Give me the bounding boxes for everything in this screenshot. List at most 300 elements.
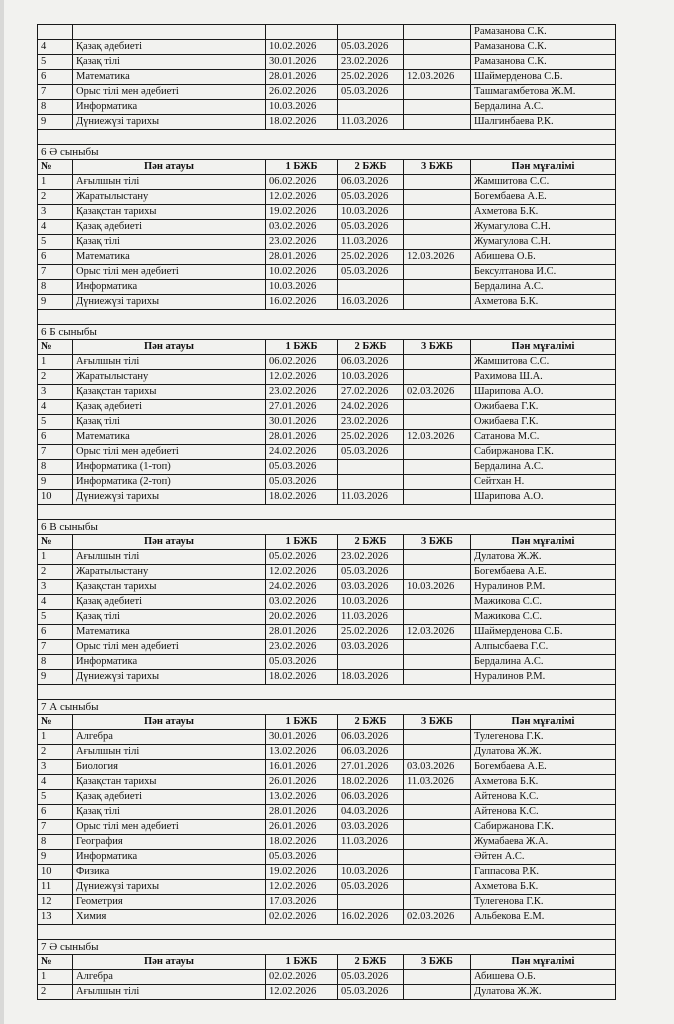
bjb1-date: 12.02.2026 xyxy=(266,565,338,580)
table-row xyxy=(38,70,616,85)
bjb3-date xyxy=(404,895,471,910)
row-number: 1 xyxy=(38,970,73,985)
section-gap xyxy=(38,505,616,520)
table-row xyxy=(38,475,616,490)
table-row xyxy=(38,820,616,835)
bjb1-date: 10.03.2026 xyxy=(266,100,338,115)
table-row xyxy=(38,985,616,1000)
bjb3-date xyxy=(404,220,471,235)
row-number: 6 xyxy=(38,250,73,265)
subject-name: Математика xyxy=(73,250,266,265)
teacher-name: Дулатова Ж.Ж. xyxy=(471,550,616,565)
row-number: 5 xyxy=(38,415,73,430)
table-row xyxy=(38,490,616,505)
bjb3-date xyxy=(404,355,471,370)
subject-name: Жаратылыстану xyxy=(73,370,266,385)
table-row xyxy=(38,895,616,910)
header-row xyxy=(38,340,616,355)
bjb2-date: 04.03.2026 xyxy=(338,805,404,820)
teacher-name: Мажикова С.С. xyxy=(471,595,616,610)
bjb2-date: 05.03.2026 xyxy=(338,220,404,235)
bjb2-date: 11.03.2026 xyxy=(338,235,404,250)
bjb2-date: 10.03.2026 xyxy=(338,595,404,610)
table-row xyxy=(38,880,616,895)
bjb1-date: 16.01.2026 xyxy=(266,760,338,775)
bjb1-date: 13.02.2026 xyxy=(266,745,338,760)
teacher-name: Сейтхан Н. xyxy=(471,475,616,490)
teacher-name: Мажикова С.С. xyxy=(471,610,616,625)
gap-cell xyxy=(38,925,616,940)
bjb3-date xyxy=(404,460,471,475)
subject-name: Алгебра xyxy=(73,730,266,745)
bjb2-date xyxy=(338,280,404,295)
bjb2-date: 18.03.2026 xyxy=(338,670,404,685)
teacher-name: Сабиржанова Г.К. xyxy=(471,445,616,460)
bjb3-date: 02.03.2026 xyxy=(404,385,471,400)
table-row xyxy=(38,835,616,850)
bjb1-date: 30.01.2026 xyxy=(266,415,338,430)
teacher-name: Бексултанова И.С. xyxy=(471,265,616,280)
bjb1-date: 10.03.2026 xyxy=(266,280,338,295)
header-teacher: Пән мұғалімі xyxy=(471,955,616,970)
bjb2-date: 25.02.2026 xyxy=(338,430,404,445)
bjb1-date: 18.02.2026 xyxy=(266,490,338,505)
subject-name: Қазақ әдебиеті xyxy=(73,40,266,55)
bjb1-date: 05.03.2026 xyxy=(266,460,338,475)
bjb2-date xyxy=(338,850,404,865)
subject-name: Биология xyxy=(73,760,266,775)
bjb2-date: 25.02.2026 xyxy=(338,250,404,265)
bjb2-date: 06.03.2026 xyxy=(338,730,404,745)
header-bjb2: 2 БЖБ xyxy=(338,340,404,355)
row-number: 6 xyxy=(38,805,73,820)
table-row xyxy=(38,865,616,880)
bjb3-date xyxy=(404,295,471,310)
subject-name: Ағылшын тілі xyxy=(73,745,266,760)
table-row xyxy=(38,385,616,400)
bjb2-date xyxy=(338,460,404,475)
bjb1-date: 23.02.2026 xyxy=(266,235,338,250)
row-number: 1 xyxy=(38,355,73,370)
bjb3-date xyxy=(404,610,471,625)
subject-name: Орыс тілі мен әдебиеті xyxy=(73,85,266,100)
teacher-name: Алпысбаева Г.С. xyxy=(471,640,616,655)
row-number: 8 xyxy=(38,655,73,670)
bjb3-date: 12.03.2026 xyxy=(404,430,471,445)
table-row xyxy=(38,730,616,745)
table-row xyxy=(38,235,616,250)
bjb1-date: 05.03.2026 xyxy=(266,655,338,670)
bjb2-date: 18.02.2026 xyxy=(338,775,404,790)
subject-name: Математика xyxy=(73,430,266,445)
bjb3-date xyxy=(404,850,471,865)
subject-name: Информатика xyxy=(73,850,266,865)
table-row xyxy=(38,670,616,685)
teacher-name: Жамшитова С.С. xyxy=(471,355,616,370)
table-row xyxy=(38,910,616,925)
row-number: 7 xyxy=(38,820,73,835)
table-row xyxy=(38,745,616,760)
row-number: 3 xyxy=(38,580,73,595)
teacher-name: Нуралинов Р.М. xyxy=(471,670,616,685)
table-row xyxy=(38,610,616,625)
teacher-name: Рахимова Ш.А. xyxy=(471,370,616,385)
table-row xyxy=(38,460,616,475)
bjb2-date: 10.03.2026 xyxy=(338,205,404,220)
row-number: 7 xyxy=(38,85,73,100)
subject-name: Орыс тілі мен әдебиеті xyxy=(73,640,266,655)
header-bjb3: 3 БЖБ xyxy=(404,715,471,730)
bjb2-date: 05.03.2026 xyxy=(338,190,404,205)
teacher-name: Шаймерденова С.Б. xyxy=(471,70,616,85)
bjb1-date: 28.01.2026 xyxy=(266,430,338,445)
teacher-name: Тулегенова Г.К. xyxy=(471,730,616,745)
bjb1-date: 10.02.2026 xyxy=(266,40,338,55)
schedule-table xyxy=(37,24,616,1000)
header-subject: Пән атауы xyxy=(73,715,266,730)
teacher-name: Шаймерденова С.Б. xyxy=(471,625,616,640)
teacher-name: Ахметова Б.К. xyxy=(471,775,616,790)
table-row xyxy=(38,760,616,775)
subject-name: Қазақ тілі xyxy=(73,805,266,820)
teacher-name: Бердалина А.С. xyxy=(471,460,616,475)
header-bjb3: 3 БЖБ xyxy=(404,535,471,550)
bjb3-date xyxy=(404,805,471,820)
subject-name: Ағылшын тілі xyxy=(73,355,266,370)
bjb2-date: 05.03.2026 xyxy=(338,40,404,55)
subject-name: Ағылшын тілі xyxy=(73,175,266,190)
row-number: 7 xyxy=(38,640,73,655)
bjb2-date: 05.03.2026 xyxy=(338,970,404,985)
gap-cell xyxy=(38,310,616,325)
teacher-name: Ташмагамбетова Ж.М. xyxy=(471,85,616,100)
row-number: 6 xyxy=(38,430,73,445)
header-subject: Пән атауы xyxy=(73,955,266,970)
bjb3-date xyxy=(404,25,471,40)
row-number: 4 xyxy=(38,40,73,55)
subject-name: Геометрия xyxy=(73,895,266,910)
teacher-name: Богембаева А.Е. xyxy=(471,760,616,775)
bjb2-date xyxy=(338,100,404,115)
table-row xyxy=(38,655,616,670)
header-bjb2: 2 БЖБ xyxy=(338,955,404,970)
bjb3-date xyxy=(404,865,471,880)
bjb2-date: 05.03.2026 xyxy=(338,85,404,100)
bjb1-date: 28.01.2026 xyxy=(266,70,338,85)
bjb3-date xyxy=(404,880,471,895)
table-row xyxy=(38,280,616,295)
table-row xyxy=(38,55,616,70)
table-row xyxy=(38,580,616,595)
bjb1-date: 28.01.2026 xyxy=(266,625,338,640)
table-row xyxy=(38,850,616,865)
table-row xyxy=(38,250,616,265)
bjb1-date: 18.02.2026 xyxy=(266,115,338,130)
subject-name: Информатика xyxy=(73,100,266,115)
teacher-name: Ожибаева Г.К. xyxy=(471,415,616,430)
row-number: 5 xyxy=(38,55,73,70)
row-number: 5 xyxy=(38,610,73,625)
row-number: 9 xyxy=(38,475,73,490)
table-row xyxy=(38,625,616,640)
row-number: 1 xyxy=(38,175,73,190)
bjb3-date xyxy=(404,565,471,580)
header-subject: Пән атауы xyxy=(73,340,266,355)
section-gap xyxy=(38,685,616,700)
row-number: 4 xyxy=(38,775,73,790)
bjb2-date: 25.02.2026 xyxy=(338,625,404,640)
header-bjb1: 1 БЖБ xyxy=(266,535,338,550)
bjb1-date: 13.02.2026 xyxy=(266,790,338,805)
row-number: 2 xyxy=(38,190,73,205)
header-teacher: Пән мұғалімі xyxy=(471,160,616,175)
teacher-name: Бердалина А.С. xyxy=(471,280,616,295)
bjb1-date: 30.01.2026 xyxy=(266,55,338,70)
bjb2-date: 03.03.2026 xyxy=(338,580,404,595)
subject-name: Дүниежүзі тарихы xyxy=(73,670,266,685)
section-title-row xyxy=(38,940,616,955)
teacher-name: Гаппасова Р.К. xyxy=(471,865,616,880)
bjb3-date: 12.03.2026 xyxy=(404,250,471,265)
teacher-name: Альбекова Е.М. xyxy=(471,910,616,925)
schedule-sheet xyxy=(37,24,615,1000)
teacher-name: Әйтен А.С. xyxy=(471,850,616,865)
table-row xyxy=(38,400,616,415)
bjb3-date xyxy=(404,445,471,460)
section-gap xyxy=(38,310,616,325)
row-number: 9 xyxy=(38,295,73,310)
bjb2-date xyxy=(338,895,404,910)
table-row xyxy=(38,775,616,790)
subject-name: Ағылшын тілі xyxy=(73,550,266,565)
bjb3-date xyxy=(404,490,471,505)
subject-name: Алгебра xyxy=(73,970,266,985)
table-row xyxy=(38,175,616,190)
bjb1-date: 12.02.2026 xyxy=(266,370,338,385)
subject-name: Орыс тілі мен әдебиеті xyxy=(73,445,266,460)
table-row xyxy=(38,430,616,445)
subject-name: Қазақстан тарихы xyxy=(73,775,266,790)
subject-name: Физика xyxy=(73,865,266,880)
row-number: 4 xyxy=(38,595,73,610)
row-number: 2 xyxy=(38,745,73,760)
header-num: № xyxy=(38,160,73,175)
row-number: 2 xyxy=(38,370,73,385)
header-bjb1: 1 БЖБ xyxy=(266,160,338,175)
bjb3-date xyxy=(404,40,471,55)
bjb3-date xyxy=(404,175,471,190)
bjb2-date: 23.02.2026 xyxy=(338,55,404,70)
bjb2-date: 16.03.2026 xyxy=(338,295,404,310)
teacher-name: Абишева О.Б. xyxy=(471,250,616,265)
table-row xyxy=(38,190,616,205)
bjb1-date: 19.02.2026 xyxy=(266,865,338,880)
bjb3-date xyxy=(404,655,471,670)
bjb1-date: 24.02.2026 xyxy=(266,445,338,460)
class-title: 7 Ә сыныбы xyxy=(38,940,616,955)
bjb3-date xyxy=(404,415,471,430)
header-bjb2: 2 БЖБ xyxy=(338,535,404,550)
bjb1-date: 06.02.2026 xyxy=(266,355,338,370)
class-title: 6 Ә сыныбы xyxy=(38,145,616,160)
subject-name: Дүниежүзі тарихы xyxy=(73,115,266,130)
bjb2-date: 27.01.2026 xyxy=(338,760,404,775)
teacher-name: Нуралинов Р.М. xyxy=(471,580,616,595)
bjb1-date: 05.03.2026 xyxy=(266,475,338,490)
row-number: 2 xyxy=(38,985,73,1000)
bjb2-date: 06.03.2026 xyxy=(338,175,404,190)
subject-name: Қазақ әдебиеті xyxy=(73,220,266,235)
row-number: 6 xyxy=(38,625,73,640)
teacher-name: Ахметова Б.К. xyxy=(471,205,616,220)
subject-name: Қазақ тілі xyxy=(73,235,266,250)
bjb2-date: 05.03.2026 xyxy=(338,265,404,280)
bjb1-date: 26.02.2026 xyxy=(266,85,338,100)
header-bjb1: 1 БЖБ xyxy=(266,955,338,970)
header-teacher: Пән мұғалімі xyxy=(471,340,616,355)
table-row xyxy=(38,295,616,310)
subject-name: Қазақ әдебиеті xyxy=(73,595,266,610)
gap-cell xyxy=(38,685,616,700)
table-row xyxy=(38,565,616,580)
bjb3-date xyxy=(404,85,471,100)
header-teacher: Пән мұғалімі xyxy=(471,535,616,550)
row-number: 3 xyxy=(38,385,73,400)
bjb1-date: 06.02.2026 xyxy=(266,175,338,190)
row-number: 12 xyxy=(38,895,73,910)
bjb3-date xyxy=(404,970,471,985)
bjb3-date xyxy=(404,730,471,745)
table-row xyxy=(38,40,616,55)
subject-name: Информатика (2-топ) xyxy=(73,475,266,490)
bjb2-date xyxy=(338,25,404,40)
bjb1-date: 20.02.2026 xyxy=(266,610,338,625)
bjb1-date: 18.02.2026 xyxy=(266,670,338,685)
table-row xyxy=(38,415,616,430)
row-number: 8 xyxy=(38,460,73,475)
teacher-name: Ахметова Б.К. xyxy=(471,295,616,310)
subject-name: Жаратылыстану xyxy=(73,565,266,580)
teacher-name: Жумагулова С.Н. xyxy=(471,235,616,250)
table-row xyxy=(38,355,616,370)
table-row xyxy=(38,805,616,820)
header-bjb1: 1 БЖБ xyxy=(266,340,338,355)
table-row xyxy=(38,205,616,220)
teacher-name: Шалгинбаева Р.К. xyxy=(471,115,616,130)
row-number: 2 xyxy=(38,565,73,580)
bjb2-date: 06.03.2026 xyxy=(338,355,404,370)
class-title: 7 А сыныбы xyxy=(38,700,616,715)
teacher-name: Богембаева А.Е. xyxy=(471,190,616,205)
header-num: № xyxy=(38,955,73,970)
subject-name: Дүниежүзі тарихы xyxy=(73,490,266,505)
subject-name: Орыс тілі мен әдебиеті xyxy=(73,265,266,280)
bjb2-date: 03.03.2026 xyxy=(338,820,404,835)
section-title-row xyxy=(38,145,616,160)
table-row xyxy=(38,640,616,655)
bjb3-date xyxy=(404,985,471,1000)
table-row xyxy=(38,550,616,565)
subject-name: Информатика (1-топ) xyxy=(73,460,266,475)
bjb3-date: 10.03.2026 xyxy=(404,580,471,595)
header-num: № xyxy=(38,535,73,550)
bjb3-date xyxy=(404,670,471,685)
subject-name: Қазақ әдебиеті xyxy=(73,400,266,415)
subject-name: Қазақ әдебиеті xyxy=(73,790,266,805)
bjb3-date xyxy=(404,190,471,205)
row-number: 4 xyxy=(38,220,73,235)
bjb3-date: 03.03.2026 xyxy=(404,760,471,775)
header-subject: Пән атауы xyxy=(73,160,266,175)
teacher-name: Дулатова Ж.Ж. xyxy=(471,985,616,1000)
subject-name: Дүниежүзі тарихы xyxy=(73,295,266,310)
bjb1-date: 28.01.2026 xyxy=(266,250,338,265)
row-number: 10 xyxy=(38,490,73,505)
bjb3-date: 12.03.2026 xyxy=(404,70,471,85)
bjb2-date: 05.03.2026 xyxy=(338,985,404,1000)
bjb1-date: 30.01.2026 xyxy=(266,730,338,745)
subject-name: Орыс тілі мен әдебиеті xyxy=(73,820,266,835)
subject-name xyxy=(73,25,266,40)
bjb2-date: 05.03.2026 xyxy=(338,445,404,460)
table-row xyxy=(38,370,616,385)
bjb3-date xyxy=(404,835,471,850)
bjb1-date: 05.02.2026 xyxy=(266,550,338,565)
bjb1-date: 03.02.2026 xyxy=(266,595,338,610)
header-num: № xyxy=(38,715,73,730)
row-number: 7 xyxy=(38,445,73,460)
subject-name: Математика xyxy=(73,70,266,85)
bjb1-date: 12.02.2026 xyxy=(266,190,338,205)
bjb2-date: 23.02.2026 xyxy=(338,550,404,565)
section-title-row xyxy=(38,325,616,340)
teacher-name: Тулегенова Г.К. xyxy=(471,895,616,910)
subject-name: Химия xyxy=(73,910,266,925)
row-number: 3 xyxy=(38,760,73,775)
bjb1-date: 24.02.2026 xyxy=(266,580,338,595)
row-number: 7 xyxy=(38,265,73,280)
bjb2-date xyxy=(338,475,404,490)
subject-name: Математика xyxy=(73,625,266,640)
row-number: 6 xyxy=(38,70,73,85)
bjb1-date: 12.02.2026 xyxy=(266,985,338,1000)
bjb3-date: 11.03.2026 xyxy=(404,775,471,790)
table-row xyxy=(38,595,616,610)
row-number: 11 xyxy=(38,880,73,895)
header-bjb3: 3 БЖБ xyxy=(404,955,471,970)
row-number xyxy=(38,25,73,40)
row-number: 9 xyxy=(38,850,73,865)
document-page xyxy=(4,0,674,1024)
teacher-name: Айтенова К.С. xyxy=(471,805,616,820)
row-number: 1 xyxy=(38,730,73,745)
subject-name: Жаратылыстану xyxy=(73,190,266,205)
bjb3-date xyxy=(404,205,471,220)
bjb2-date xyxy=(338,655,404,670)
bjb1-date: 16.02.2026 xyxy=(266,295,338,310)
table-row xyxy=(38,445,616,460)
row-number: 8 xyxy=(38,835,73,850)
teacher-name: Бердалина А.С. xyxy=(471,655,616,670)
row-number: 1 xyxy=(38,550,73,565)
bjb2-date: 25.02.2026 xyxy=(338,70,404,85)
class-title: 6 В сыныбы xyxy=(38,520,616,535)
table-row xyxy=(38,25,616,40)
table-row xyxy=(38,265,616,280)
bjb2-date: 11.03.2026 xyxy=(338,835,404,850)
header-row xyxy=(38,955,616,970)
section-title-row xyxy=(38,520,616,535)
